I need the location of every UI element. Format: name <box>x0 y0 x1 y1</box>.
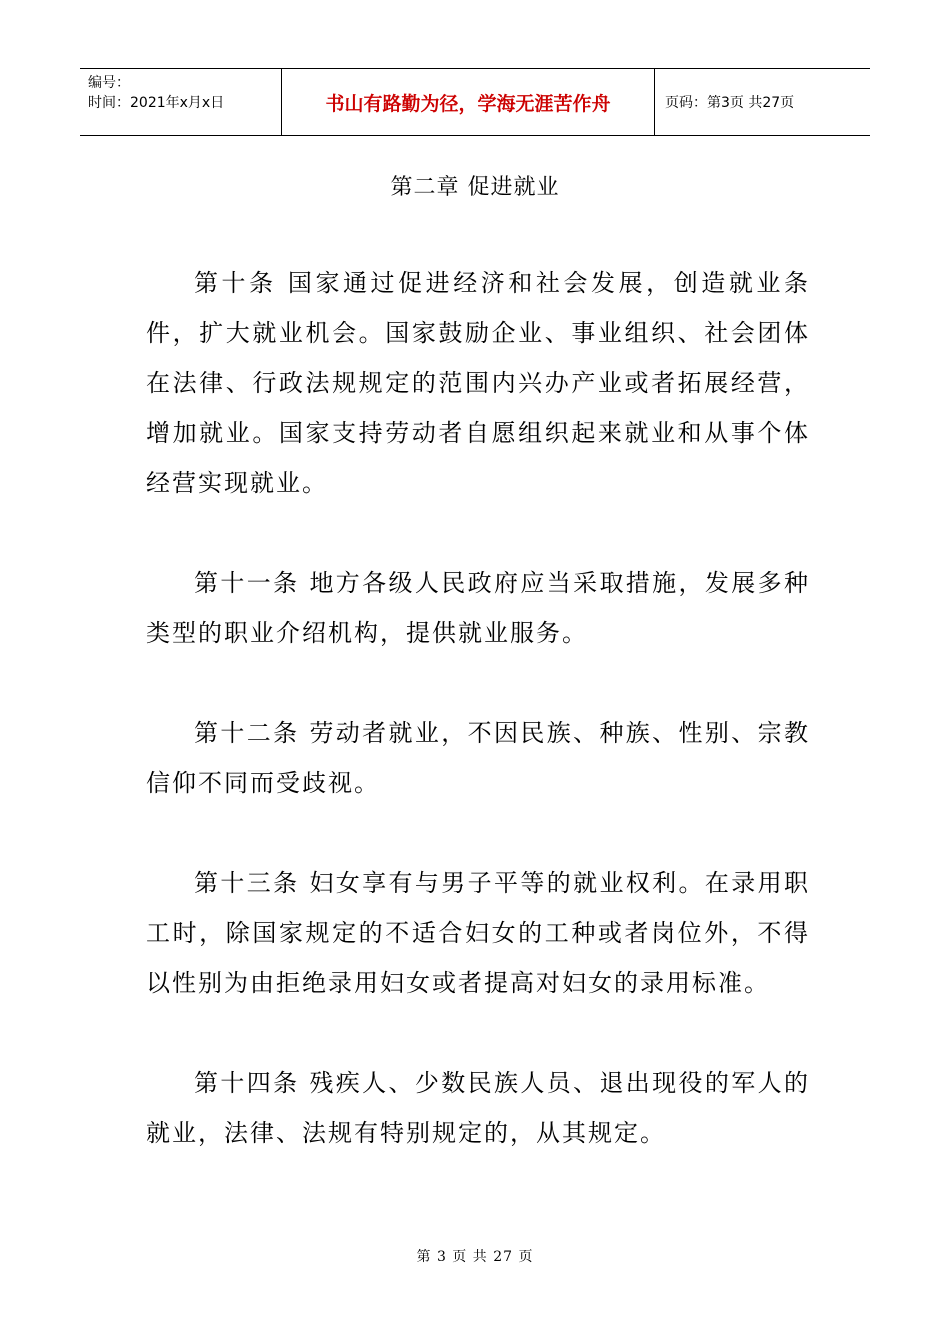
article-11: 第十一条 地方各级人民政府应当采取措施，发展多种类型的职业介绍机构，提供就业服务。 <box>146 569 810 647</box>
header-page-info: 页码：第3页 共27页 <box>665 95 795 111</box>
article-13: 第十三条 妇女享有与男子平等的就业权利。在录用职工时，除国家规定的不适合妇女的工种或者岗位外，不得以性别为由拒绝录用妇女或者提高对妇女的录用标准。 <box>146 869 810 997</box>
article-12: 第十二条 劳动者就业，不因民族、种族、性别、宗教信仰不同而受歧视。 <box>146 719 810 797</box>
article-14: 第十四条 残疾人、少数民族人员、退出现役的军人的就业，法律、法规有特别规定的，从其规定。 <box>146 1069 810 1147</box>
document-number: 编号： <box>88 75 130 91</box>
page-header <box>80 68 870 136</box>
chapter-title: 第二章 促进就业 <box>390 175 560 200</box>
header-meta <box>80 69 282 135</box>
document-time: 时间：2021年x月x日 <box>88 95 225 111</box>
header-motto: 书山有路勤为径，学海无涯苦作舟 <box>282 69 655 135</box>
article-10: 第十条 国家通过促进经济和社会发展，创造就业条件，扩大就业机会。国家鼓励企业、事业组织、社会团体在法律、行政法规规定的范围内兴办产业或者拓展经营，增加就业。国家支持劳动者自愿组织起来就业和从事个体经营实现就业。 <box>146 269 810 497</box>
page-footer: 第 3 页 共 27 页 <box>416 1249 534 1265</box>
document-body <box>146 258 810 1208</box>
